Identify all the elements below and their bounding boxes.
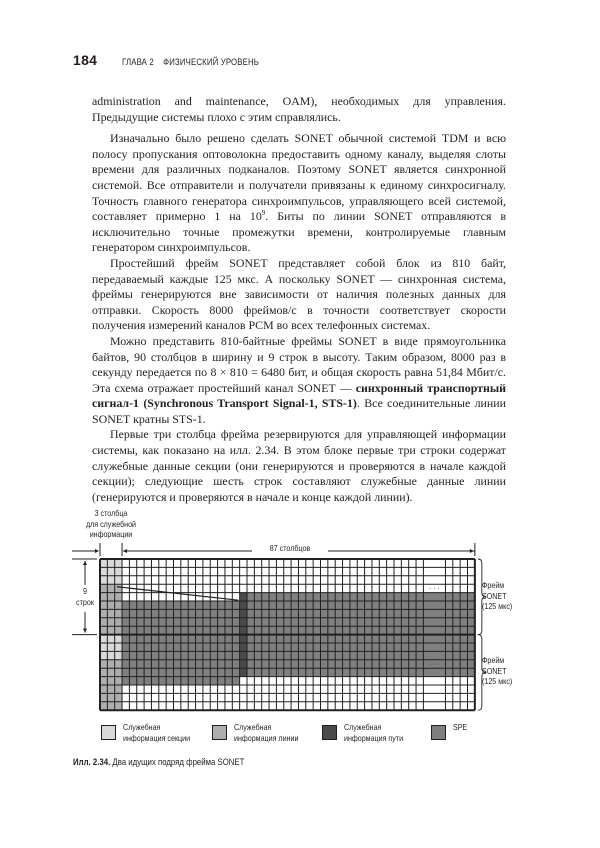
paragraph-0: administration and maintenance, OAM), необходимых для управления. Предыдущие системы плохо с этим справлялись.	[92, 94, 506, 124]
overhead-columns-label: 3 столбца для служебной информации	[85, 508, 137, 539]
figure-caption: Илл. 2.34. Два идущих подряд фрейма SONET	[73, 757, 245, 767]
legend-swatch-path	[322, 725, 337, 740]
paragraph-3: Можно представить 810-байтные фреймы SONET в виде прямоугольника байтов, 90 столбцов в ширину и 9 строк в высоту. Таким образом, 8000 раз в секунду передается по 8 × 810 = 6480 бит, и общая скорость равна 51,84 Мбит/с. Эта схема отражает простейший канал SONET — синхронный транспортный сигнал-1 (Synchronous Transport Signal-1, STS-1). Все соединительные линии SONET кратны STS-1.	[92, 333, 506, 426]
rows-label: 9 строк	[76, 586, 94, 607]
legend-path-overhead: Служебная информация пути	[322, 722, 414, 743]
columns-label: 87 столбцов	[256, 543, 324, 554]
frame-2-label: Фрейм SONET (125 мкс)	[482, 655, 513, 686]
legend-spe: SPE	[431, 722, 470, 740]
svg-text:· · ·: · · ·	[428, 585, 440, 593]
paragraph-4: Первые три столбца фрейма резервируются для управляющей информации системы, как показано на илл. 2.34. В этом блоке первые три строки содержат служебные данные секции (они генерируются и проверяются в начале каждой секции); следующие шесть строк составляют служебные данные линии (генерируются и проверяются в начале и конце каждой линии).	[92, 427, 506, 504]
chapter-title: ГЛАВА 2 ФИЗИЧЕСКИЙ УРОВЕНЬ	[122, 57, 260, 68]
svg-text:· · ·: · · ·	[428, 661, 440, 669]
frame-1-label: Фрейм SONET (125 мкс)	[482, 580, 513, 611]
legend-section-overhead: Служебная информация секции	[101, 722, 202, 743]
legend-swatch-spe	[431, 725, 446, 740]
page-number: 184	[73, 52, 98, 68]
legend-swatch-line	[212, 725, 227, 740]
legend-line-overhead: Служебная информация линии	[212, 722, 310, 743]
paragraph-1: Изначально было решено сделать SONET обычной системой TDM и всю полосу пропускания оптоволокна предоставить одному каналу, выделяя слоты времени для различных подканалов. Поэтому SONET является синхронной системой. Все отправители и получатели привязаны к единому синхросигналу. Точность главного генератора синхроимпульсов, управляющего всей системой, составляет примерно 1 на $10^9$. Биты по линии SONET отправляются в исключительно точные промежутки времени, контролируемые главным генератором синхроимпульсов.	[92, 131, 506, 255]
legend-swatch-section	[101, 725, 116, 740]
term-sts1: синхронный транспортный сигнал-1 (Synchronous Transport Signal-1, STS-1)	[92, 380, 506, 411]
paragraph-2: Простейший фрейм SONET представляет собой блок из 810 байт, передаваемый каждые 125 мкс. А поскольку SONET — синхронная система, фреймы генерируются вне зависимости от наличия полезных данных для отправки. Скорость 8000 фреймов/с в точности соответствует скорости получения измерений каналов PCM во всех телефонных системах.	[92, 255, 506, 333]
